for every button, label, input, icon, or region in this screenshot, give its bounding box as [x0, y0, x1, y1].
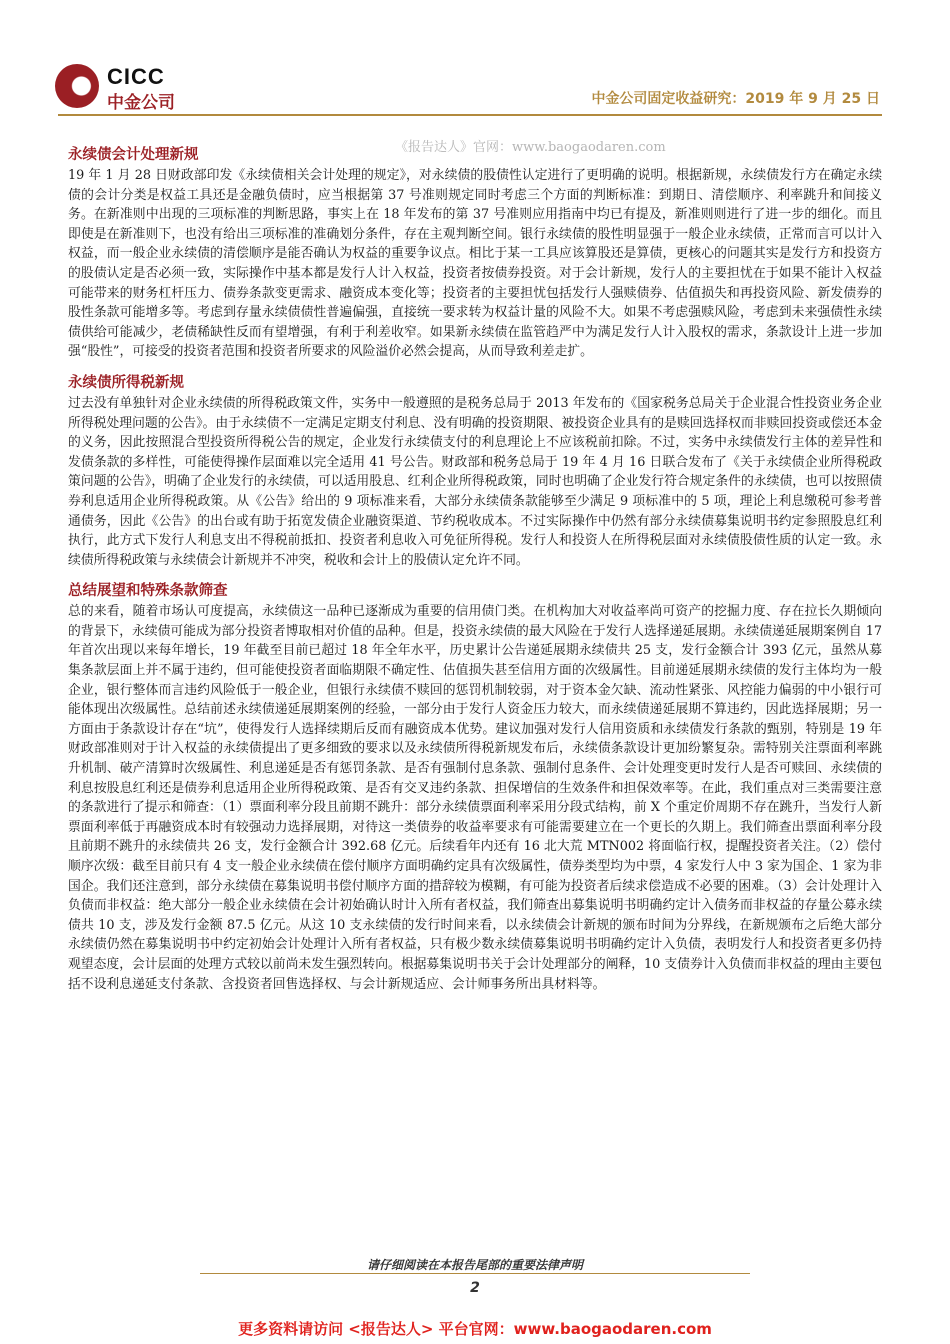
header-divider [58, 114, 882, 116]
section-paragraph: 总的来看，随着市场认可度提高，永续债这一品种已逐渐成为重要的信用债门类。在机构加大对收益率尚可资产的挖掘力度、存在拉长久期倾向的背景下，永续债可能成为部分投资者博取相对价值的品种。但是，投资永续债的最大风险在于发行人选择递延展期。永续债递延展期案例自 17 年首次出现以来每年增长，19 年截至目前已超过 18 年全年水平，历史累计公告递延展期永续债共 25 支，发行金额合计 393 亿元，虽然从募集条款层面上并不属于违约，但可能使投资者面临期限不确定性、估值损失甚至信用方面的次级属性。目前递延展期永续债的发行主体均为一般企业，银行整体而言违约风险低于一般企业，但银行永续债不赎回的惩罚机制较弱，对于资本金欠缺、流动性紧张、风控能力偏弱的中小银行可能体现出次级属性。总结前述永续债递延展期案例的经验，一部分由于发行人资金压力较大，而永续债递延展期不算违约，因此选择展期；另一方面由于条款设计存在“坑”，使得发行人选择续期后反而有融资成本优势。建议加强对发行人信用资质和永续债发行条款的甄别，特别是 19 年财政部准则对于计入权益的永续债提出了更多细致的要求以及永续债所得税新规发布后，永续债条款设计更加纷繁复杂。需特别关注票面利率跳升机制、破产清算时次级属性、利息递延是否有惩罚条款、是否有强制付息条款、强制付息条件、会计处理变更时发行人是否可赎回、永续债的利息按股息红利还是债券利息适用企业所得税政策、是否有交叉违约条款、担保增信的生效条件和担保效率等。在此，我们重点对三类需要注意的条款进行了提示和筛查：（1）票面利率分段且前期不跳升：部分永续债票面利率采用分段式结构，前 X 个重定价周期不存在跳升，当发行人新票面利率低于再融资成本时有较强动力选择展期，对待这一类债券的收益率要求有可能需要建立在一个更长的久期上。我们筛查出票面利率分段且前期不跳升的永续债共 26 支，发行金额合计 392.68 亿元。后续看年内还有 16 北大荒 MTN002 将面临行权，提醒投资者关注。（2）偿付顺序次级：截至目前只有 4 支一般企业永续债在偿付顺序方面明确约定具有次级属性，债券类型均为中票，4 家发行人中 3 家为国企、1 家为非国企。我们还注意到，部分永续债在募集说明书偿付顺序方面的措辞较为模糊，有可能为投资者后续求偿造成不必要的困难。（3）会计处理计入负债而非权益：绝大部分一般企业永续债在会计初始确认时计入所有者权益，我们筛查出募集说明书明确约定计入债务而非权益的存量公募永续债共 10 支，涉及发行金额 87.5 亿元。从这 10 支永续债的发行时间来看，以永续债会计新规的颁布时间为分界线，在新规颁布之后绝大部分永续债仍然在募集说明书中约定初始会计处理计入所有者权益，只有极少数永续债募集说明书明确约定计入负债，表明发行人和投资者更多仍持观望态度，会计层面的处理方式较以前尚未发生强烈转向。根据募集说明书关于会计处理部分的阐释，10 支债券计入负债而非权益的理由主要包括不设利息递延支付条款、含投资者回售选择权、与会计新规适应、会计师事务所出具材料等。 [68, 604, 882, 992]
section-title: 总结展望和特殊条款筛查 [68, 583, 228, 600]
page-number: 2 [470, 1280, 480, 1296]
cicc-logo-icon [55, 64, 99, 108]
page-header [0, 0, 950, 130]
report-body [68, 144, 882, 1004]
footer-divider [200, 1273, 750, 1274]
legal-note: 请仔细阅读在本报告尾部的重要法律声明 [366, 1258, 583, 1272]
logo-chinese-name: 中金公司 [107, 93, 175, 113]
section-paragraph: 过去没有单独针对企业永续债的所得税政策文件，实务中一般遵照的是税务总局于 2013 年发布的《国家税务总局关于企业混合性投资业务企业所得税处理问题的公告》。由于永续债不一定满足定期支付利息、没有明确的投资期限、被投资企业具有的是赎回选择权而非赎回投资或偿还本金的义务，因此按照混合型投资所得税公告的规定，企业发行永续债支付的利息理论上不应该税前扣除。不过，实务中永续债发行主体的差异性和发债条款的多样性，可能使得操作层面难以完全适用 41 号公告。财政部和税务总局于 19 年 4 月 16 日联合发布了《关于永续债企业所得税政策问题的公告》，明确了企业发行的永续债，可以适用股息、红利企业所得税政策，同时也明确了企业发行符合规定条件的永续债，也可以按照债券利息适用企业所得税政策。从《公告》给出的 9 项标准来看，大部分永续债条款能够至少满足 9 项标准中的 5 项，理论上利息缴税可参考普通债务，因此《公告》的出台或有助于拓宽发债企业融资渠道、节约税收成本。不过实际操作中仍然有部分永续债募集说明书约定参照股息红利执行，此方式下发行人利息支出不得税前抵扣、投资者利息收入可免征所得税。发行人和投资人在所得税层面对永续债股债性质的认定一致。永续债所得税政策与永续债会计新规并不冲突，税收和会计上的股债认定允许不同。 [68, 395, 882, 568]
report-title-date: 中金公司固定收益研究：2019 年 9 月 25 日 [591, 91, 880, 107]
logo-text: CICC [107, 64, 165, 89]
section-accounting [68, 144, 882, 362]
section-paragraph: 19 年 1 月 28 日财政部印发《永续债相关会计处理的规定》，对永续债的股债性认定进行了更明确的说明。根据新规，永续债发行方在确定永续债的会计分类是权益工具还是金融负债时，应当根据第 37 号准则规定同时考虑三个方面的判断标准：到期日、清偿顺序、利率跳升和间接义务。在新准则中出现的三项标准的判断思路，事实上在 18 年发布的第 37 号准则应用指南中均已有提及，新准则则进行了进一步的细化。而且即使是在新准则下，也没有给出三项标准的准确划分条件，存在主观判断空间。银行永续债的股性明显强于一般企业永续债，正常而言可以计入权益，而一般企业永续债的清偿顺序是能否确认为权益的重要争议点。相比于某一工具应该算股还是算债，更核心的问题其实是发行方和投资方的股债认定是否必须一致，实际操作中基本都是发行人计入权益，投资者按债券投资。对于会计新规，发行人的主要担忧在于如果不能计入权益可能带来的财务杠杆压力、债券条款变更需求、融资成本变化等；投资者的主要担忧包括发行人强赎债券、估值损失和再投资风险、新发债券的股性条款可能增多等。考虑到存量永续债债性普遍偏强，直接统一要求转为权益计量的风险不大。如果不考虑强赎风险，考虑到未来强债性永续债供给可能减少，老债稀缺性反而有望增强，有利于利差收窄。如果新永续债在监管趋严中为满足发行人计入股权的需求，条款设计上进一步加强“股性”，可接受的投资者范围和投资者所要求的风险溢价必然会提高，从而导致利差走扩。 [68, 168, 882, 360]
section-summary [68, 580, 882, 994]
cicc-logo [55, 64, 205, 114]
section-title: 永续债所得税新规 [68, 374, 184, 391]
promo-link[interactable]: 更多资料请访问 <报告达人> 平台官网：www.baogaodaren.com [238, 1320, 712, 1338]
watermark: 《报告达人》官网：www.baogaodaren.com [395, 140, 666, 155]
section-tax [68, 372, 882, 570]
section-title: 永续债会计处理新规 [68, 147, 199, 163]
